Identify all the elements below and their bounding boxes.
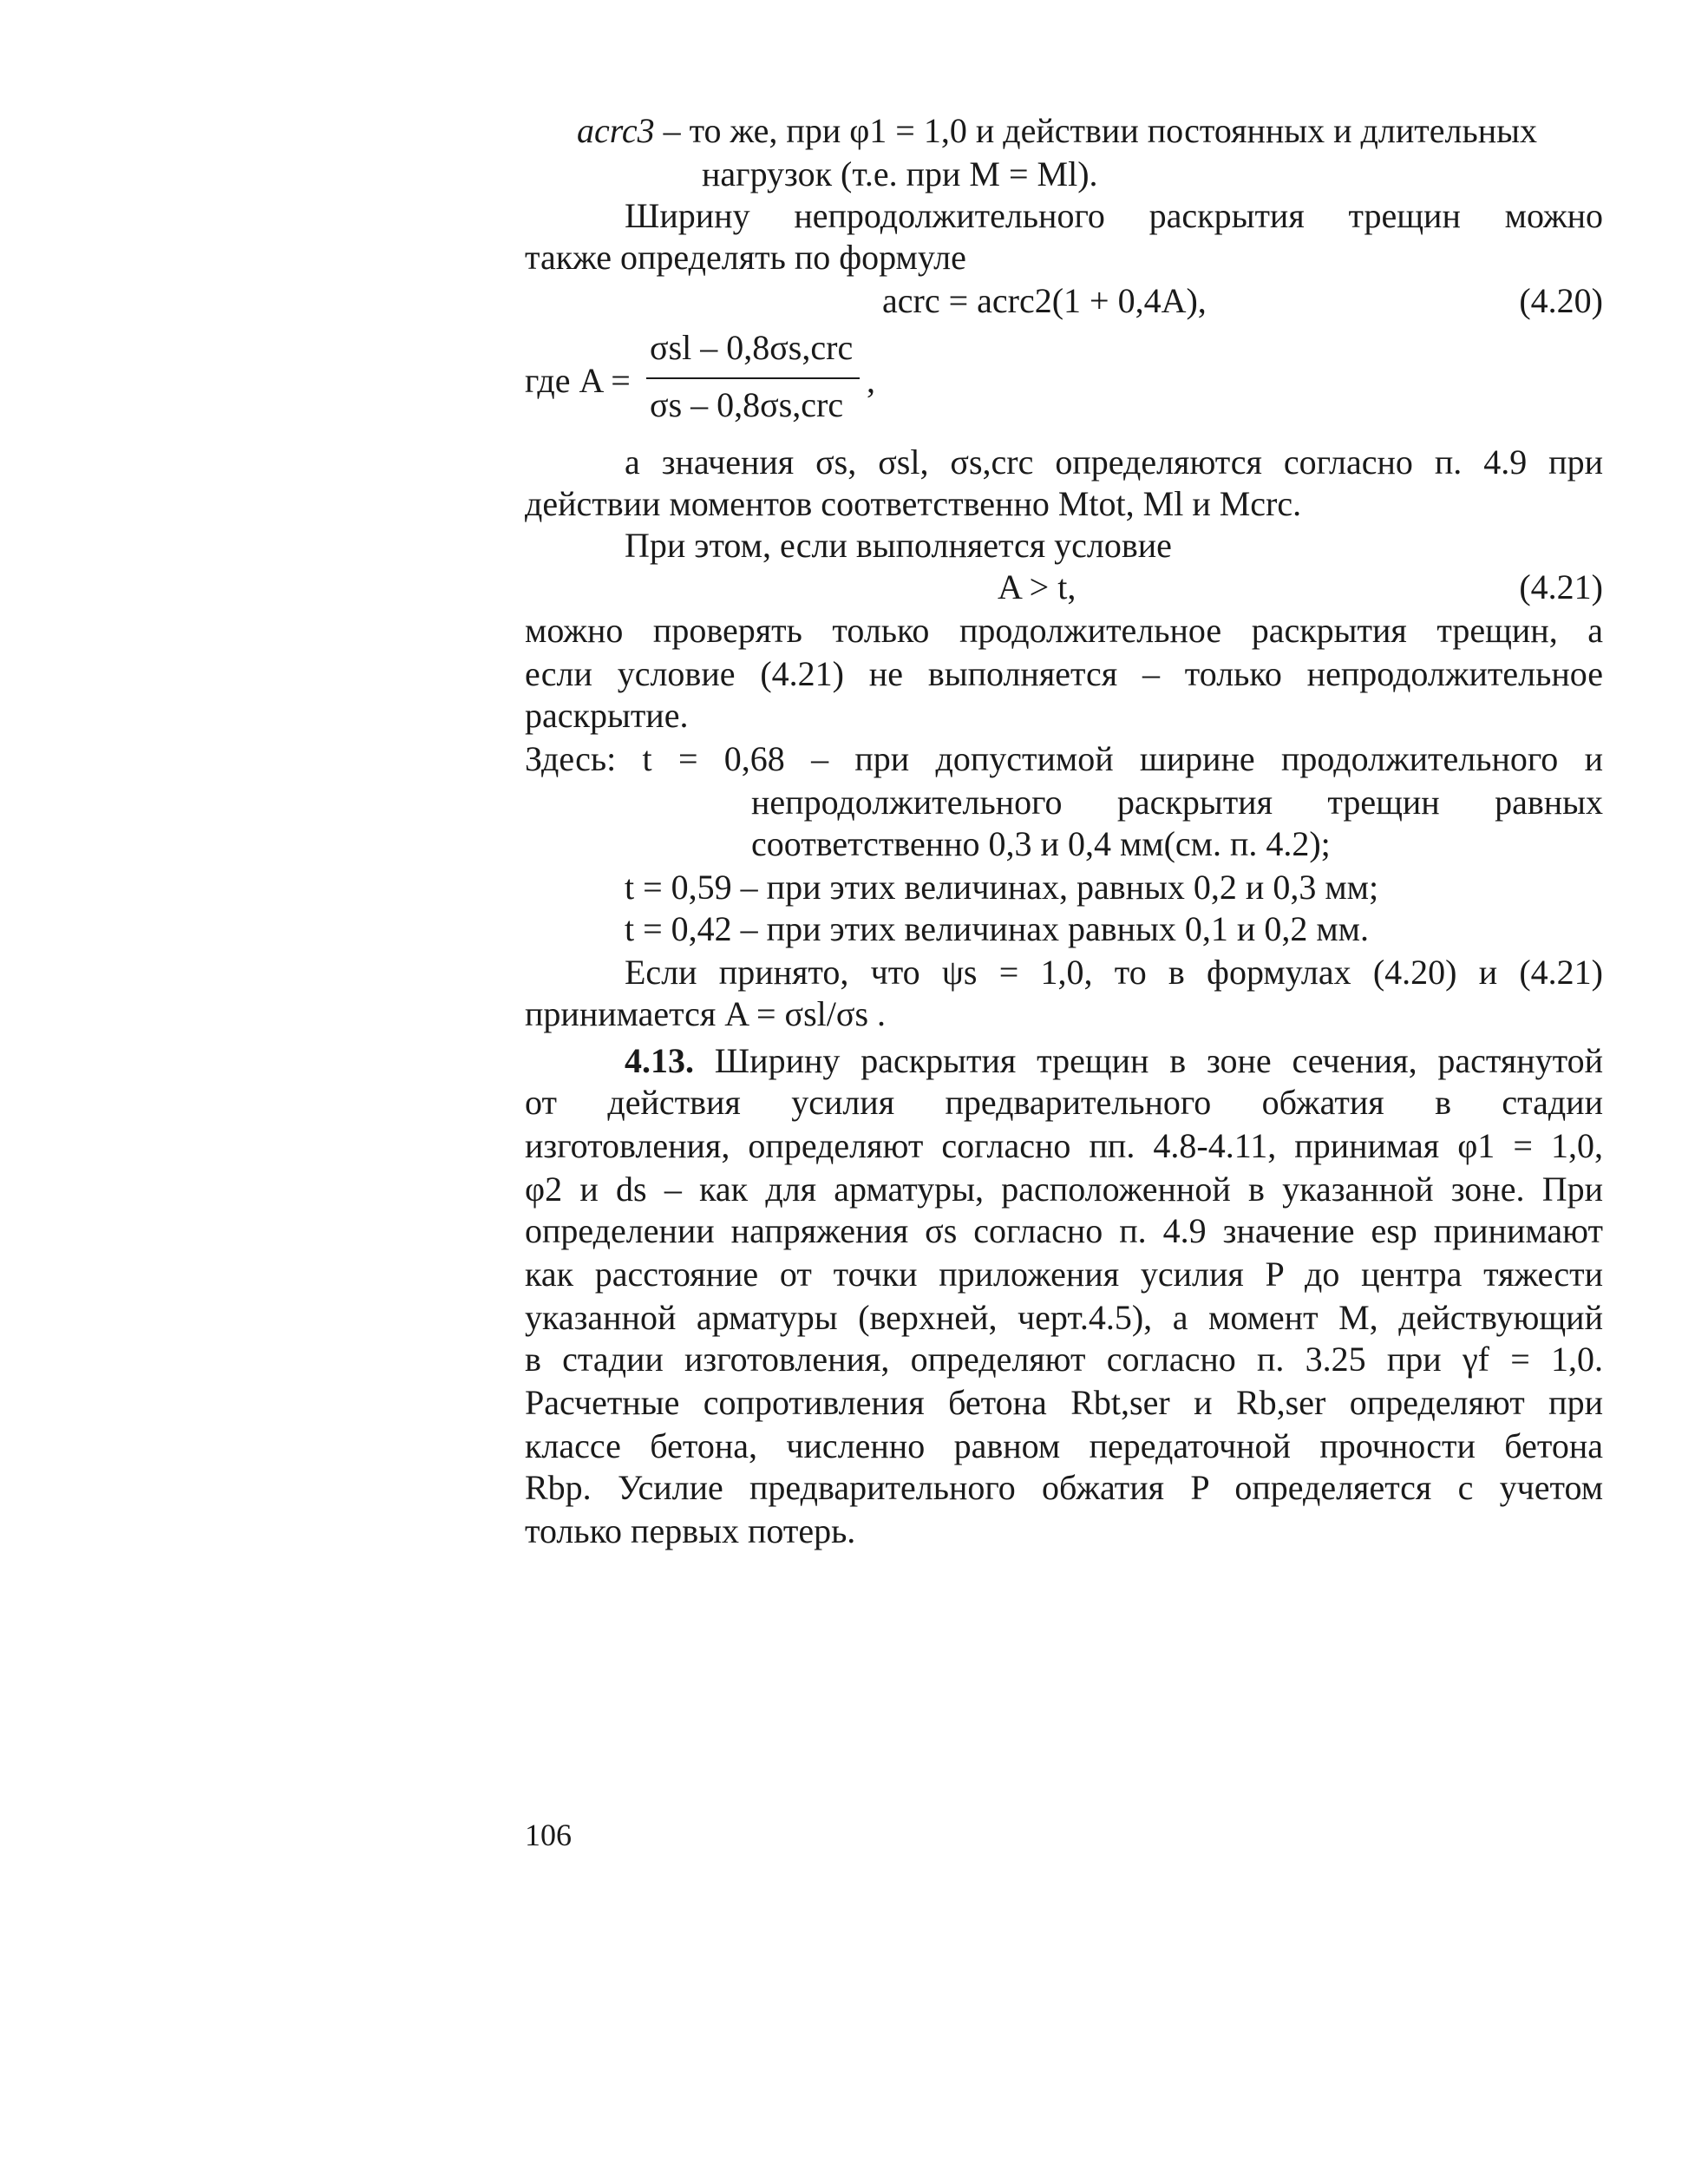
paragraph-line: t = 0,42 – при этих величинах равных 0,1 и 0,2 мм. [625, 909, 1369, 948]
paragraph-line: только первых потерь. [525, 1511, 856, 1550]
paragraph-line: При этом, если выполняется условие [625, 526, 1172, 565]
text-span: Ширину раскрытия трещин в зоне сечения, растянутой [694, 1041, 1603, 1080]
paragraph-line: соответственно 0,3 и 0,4 мм(см. п. 4.2); [751, 824, 1331, 863]
page-number: 106 [525, 1818, 572, 1852]
equation-4-20 [525, 279, 1603, 323]
section-number: 4.13. [625, 1041, 694, 1080]
paragraph-line: Ширину непродолжительного раскрытия трещин можно [625, 196, 1603, 235]
fraction-comma: , [867, 361, 875, 400]
paragraph-line: если условие (4.21) не выполняется – только непродолжительное [525, 654, 1603, 693]
fraction-label: где A = [525, 361, 631, 400]
text-line: нагрузок (т.е. при M = Ml). [702, 154, 1098, 193]
paragraph-line: можно проверять только продолжительное раскрытия трещин, а [525, 611, 1603, 650]
paragraph-line: изготовления, определяют согласно пп. 4.8-4.11, принимая φ1 = 1,0, [525, 1126, 1603, 1165]
fraction-denominator: σs – 0,8σs,crc [650, 385, 844, 424]
paragraph-line: принимается A = σsl/σs . [525, 994, 887, 1033]
paragraph-line: непродолжительного раскрытия трещин равных [751, 783, 1603, 822]
paragraph-line: Расчетные сопротивления бетона Rbt,ser и Rb,ser определяют при [525, 1383, 1603, 1422]
paragraph-line: Если принято, что ψs = 1,0, то в формулах (4.20) и (4.21) [625, 953, 1603, 992]
paragraph-line: от действия усилия предварительного обжатия в стадии [525, 1083, 1603, 1122]
paragraph-line: определении напряжения σs согласно п. 4.9 значение esp принимают [525, 1211, 1603, 1250]
paragraph-line: как расстояние от точки приложения усилия P до центра тяжести [525, 1255, 1603, 1294]
text-span: – то же, при φ1 = 1,0 и действии постоянных и длительных [654, 111, 1537, 150]
equation-4-21 [525, 566, 1603, 609]
equation-text: A > t, [998, 567, 1076, 606]
fraction-A-definition [525, 326, 1045, 439]
symbol-acrc3: acrc3 [577, 111, 655, 150]
paragraph-line: также определять по формуле [525, 238, 966, 277]
paragraph-line: Rbp. Усилие предварительного обжатия P определяется с учетом [525, 1468, 1603, 1507]
paragraph-line: указанной арматуры (верхней, черт.4.5), а момент M, действующий [525, 1298, 1603, 1337]
equation-number: (4.20) [1519, 281, 1603, 320]
section-4-13-first-line [625, 1039, 1603, 1083]
paragraph-line: t = 0,59 – при этих величинах, равных 0,2 и 0,3 мм; [625, 868, 1379, 907]
paragraph-line: φ2 и ds – как для арматуры, расположенной в указанной зоне. При [525, 1170, 1603, 1209]
text-line [577, 109, 1603, 153]
equation-text: acrc = acrc2(1 + 0,4A), [882, 281, 1207, 320]
equation-number: (4.21) [1519, 567, 1603, 606]
paragraph-line: действии моментов соответственно Mtot, Ml и Mcrc. [525, 484, 1302, 523]
paragraph-line: классе бетона, численно равном передаточной прочности бетона [525, 1426, 1603, 1465]
paragraph-line: Здесь: t = 0,68 – при допустимой ширине продолжительного и [525, 739, 1603, 778]
fraction-bar [646, 377, 860, 379]
paragraph-line: а значения σs, σsl, σs,crc определяются согласно п. 4.9 при [625, 442, 1603, 482]
paragraph-line: в стадии изготовления, определяют согласно п. 3.25 при γf = 1,0. [525, 1340, 1603, 1379]
fraction-numerator: σsl – 0,8σs,crc [650, 328, 854, 367]
paragraph-line: раскрытие. [525, 696, 689, 735]
